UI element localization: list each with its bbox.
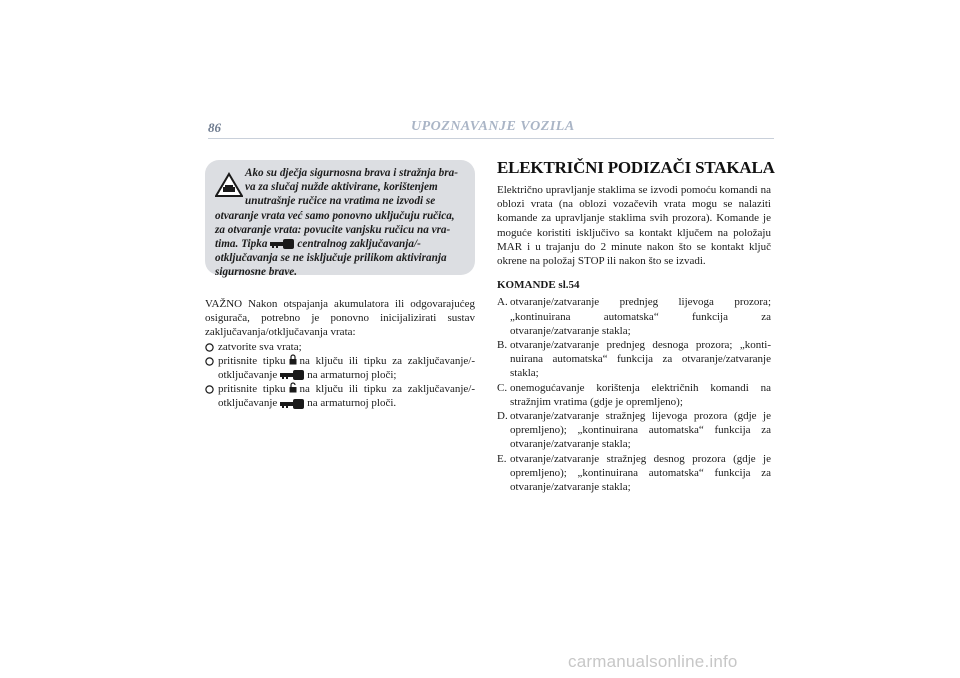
key-icon <box>270 239 294 249</box>
section-title: ELEKTRIČNI PODIZAČI STAKALA <box>497 158 775 177</box>
bullet-circle-icon <box>205 357 214 366</box>
warning-box <box>205 160 475 279</box>
command-text: otvaranje/zatvaranje prednjeg lijevoga prozora; „kontinuirana automatska“ funkcija za otvaranje/zatvaranje stakla; <box>510 296 771 337</box>
list-item <box>497 295 771 338</box>
key-icon <box>280 370 304 380</box>
list-item <box>497 452 771 495</box>
command-letter: E. <box>497 452 507 465</box>
list-item <box>205 354 475 382</box>
list-item <box>497 338 771 381</box>
list-item-text: na ključu ili tipku za zaključavanje/-otključavanje <box>218 383 475 410</box>
list-item-text: na armaturnoj ploči; <box>307 369 397 382</box>
section-body <box>497 183 771 494</box>
lock-icon <box>289 354 297 365</box>
init-steps-list <box>205 340 475 411</box>
list-item <box>497 381 771 409</box>
warning-text <box>215 166 465 280</box>
command-letter: B. <box>497 339 508 352</box>
page-number: 86 <box>208 120 221 135</box>
command-text: otvaranje/zatvaranje stražnjeg desnog prozora (gdje je opremljeno); „kontinuirana automatska“ funkcija za otvaranje/zatvaranje stakla; <box>510 452 771 494</box>
command-letter: D. <box>497 410 508 423</box>
warning-line: va za slučaj nužde aktivirane, korištenjem <box>245 181 438 194</box>
command-text: onemogućavanje korištenja električnih komandi na stražnjim vratima (gdje je opremljeno); <box>510 381 771 408</box>
warning-line: za otvaranje vrata: povucite vanjsku ručicu na vra- <box>215 223 451 236</box>
list-item <box>205 382 475 410</box>
warning-line-part: centralnog zaključavanja/- <box>297 238 421 251</box>
list-item-text: na ključu ili tipku za zaključavanje/-otključavanje <box>218 354 475 382</box>
key-icon <box>280 399 304 409</box>
header-rule <box>208 138 774 139</box>
list-item-text: pritisnite tipku <box>218 354 286 367</box>
header-title: UPOZNAVANJE VOZILA <box>411 119 575 134</box>
warning-line: Ako su dječja sigurnosna brava i stražnja bra- <box>245 167 458 179</box>
command-text: otvaranje/zatvaranje stražnjeg lijevoga prozora (gdje je opremljeno); „kontinuirana automatska“ funkcija za otvaranje/zatvaranje stakla; <box>510 410 771 451</box>
list-item-text: zatvorite sva vrata; <box>218 340 302 353</box>
command-text: otvaranje/zatvaranje prednjeg desnoga prozora; „konti-nuirana automatska“ funkcija za otvaranje/zatvaranje stakla; <box>510 339 771 380</box>
bullet-circle-icon <box>205 343 214 352</box>
warning-triangle-icon <box>215 172 243 198</box>
list-item <box>497 409 771 452</box>
section-intro: Električno upravljanje staklima se izvodi pomoću komandi na oblozi vrata (na oblozi vozačevih vrata mogu se nalaziti komande za upravljanje staklima svih prozora). Komande je moguće koristiti isključivo sa kontakt ključem na položaju MAR i u trajanju do 2 minute nakon što se kontakt ključ okrene na položaj STOP ili nakon što se izvadi. <box>497 184 771 268</box>
warning-line: unutrašnje ručice na vratima ne izvodi se <box>245 195 436 208</box>
warning-line <box>215 237 465 251</box>
list-item-text: na armaturnoj ploči. <box>307 397 397 410</box>
important-paragraph: VAŽNO Nakon otspajanja akumulatora ili odgovarajućeg osigurača, potrebno je ponovno inicijalizirati sustav zaključavanja/otključavanja vrata: <box>205 298 475 339</box>
bullet-circle-icon <box>205 385 214 394</box>
watermark: carmanualsonline.info <box>568 652 738 671</box>
command-letter: C. <box>497 381 508 394</box>
unlock-icon <box>289 382 297 393</box>
warning-line: sigurnosne brave. <box>215 266 298 279</box>
list-item <box>205 340 475 354</box>
warning-line-part: tima. Tipka <box>215 238 268 251</box>
warning-line: otvaranje vrata već samo ponovno uključuju ručica, <box>215 209 455 222</box>
commands-list <box>497 295 771 494</box>
commands-heading: KOMANDE sl.54 <box>497 279 580 292</box>
command-letter: A. <box>497 296 508 309</box>
warning-line: otključavanja se ne isključuje prilikom aktiviranja <box>215 252 447 265</box>
list-item-text: pritisnite tipku <box>218 383 286 396</box>
important-section <box>205 297 475 411</box>
